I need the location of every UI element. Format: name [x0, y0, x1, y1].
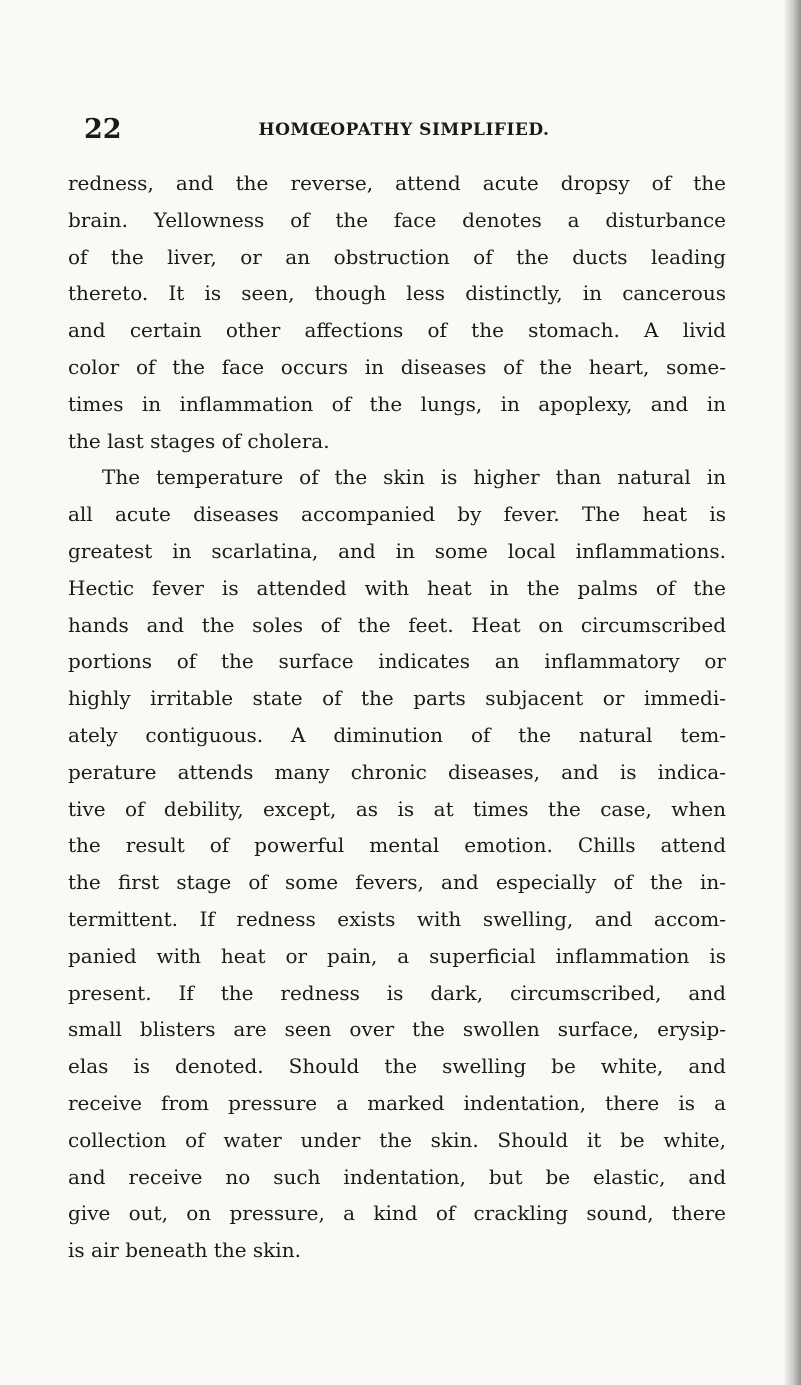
paragraph-end-line: is air beneath the skin.: [68, 1238, 301, 1263]
text-line: tive of debility, except, as is at times the case, when: [68, 796, 726, 821]
paragraph-end-line: the last stages of cholera.: [68, 428, 330, 453]
text-line: portions of the surface indicates an inflammatory or: [68, 649, 726, 674]
paragraph-start-line: The temperature of the skin is higher than natural in: [102, 465, 726, 490]
text-line: color of the face occurs in diseases of the heart, some-: [68, 354, 726, 379]
text-line: the result of powerful mental emotion. Chills attend: [68, 833, 726, 858]
page-header: [84, 112, 724, 148]
text-line: times in inflammation of the lungs, in apoplexy, and in: [68, 391, 726, 416]
page-number: 22: [84, 114, 122, 145]
text-line: hands and the soles of the feet. Heat on circumscribed: [68, 612, 726, 637]
text-line: and receive no such indentation, but be elastic, and: [68, 1164, 726, 1189]
text-line: panied with heat or pain, a superficial inflammation is: [68, 943, 726, 968]
text-line: all acute diseases accompanied by fever. The heat is: [68, 502, 726, 527]
text-line: highly irritable state of the parts subjacent or immedi-: [68, 686, 726, 711]
text-line: perature attends many chronic diseases, and is indica-: [68, 759, 726, 784]
text-line: elas is denoted. Should the swelling be white, and: [68, 1054, 726, 1079]
text-line: give out, on pressure, a kind of crackling sound, there: [68, 1201, 726, 1226]
text-line: collection of water under the skin. Should it be white,: [68, 1127, 726, 1152]
body-text: [68, 165, 726, 1269]
text-line: the first stage of some fevers, and especially of the in-: [68, 870, 726, 895]
text-line: present. If the redness is dark, circumscribed, and: [68, 980, 726, 1005]
text-line: of the liver, or an obstruction of the ducts leading: [68, 244, 726, 269]
text-line: redness, and the reverse, attend acute dropsy of the: [68, 171, 726, 195]
text-line: Hectic fever is attended with heat in the palms of the: [68, 575, 726, 600]
text-line: receive from pressure a marked indentation, there is a: [68, 1090, 726, 1115]
text-line: brain. Yellowness of the face denotes a disturbance: [68, 207, 726, 232]
text-line: ately contiguous. A diminution of the natural tem-: [68, 722, 726, 747]
running-title: HOMŒOPATHY SIMPLIFIED.: [258, 120, 550, 140]
text-line: termittent. If redness exists with swelling, and accom-: [68, 906, 726, 931]
text-line: greatest in scarlatina, and in some local inflammations.: [68, 538, 726, 563]
text-line: thereto. It is seen, though less distinctly, in cancerous: [68, 281, 726, 306]
page-edge-shadow: [783, 0, 801, 1385]
text-line: and certain other affections of the stomach. A livid: [68, 318, 726, 343]
text-line: small blisters are seen over the swollen surface, erysip-: [68, 1017, 726, 1042]
